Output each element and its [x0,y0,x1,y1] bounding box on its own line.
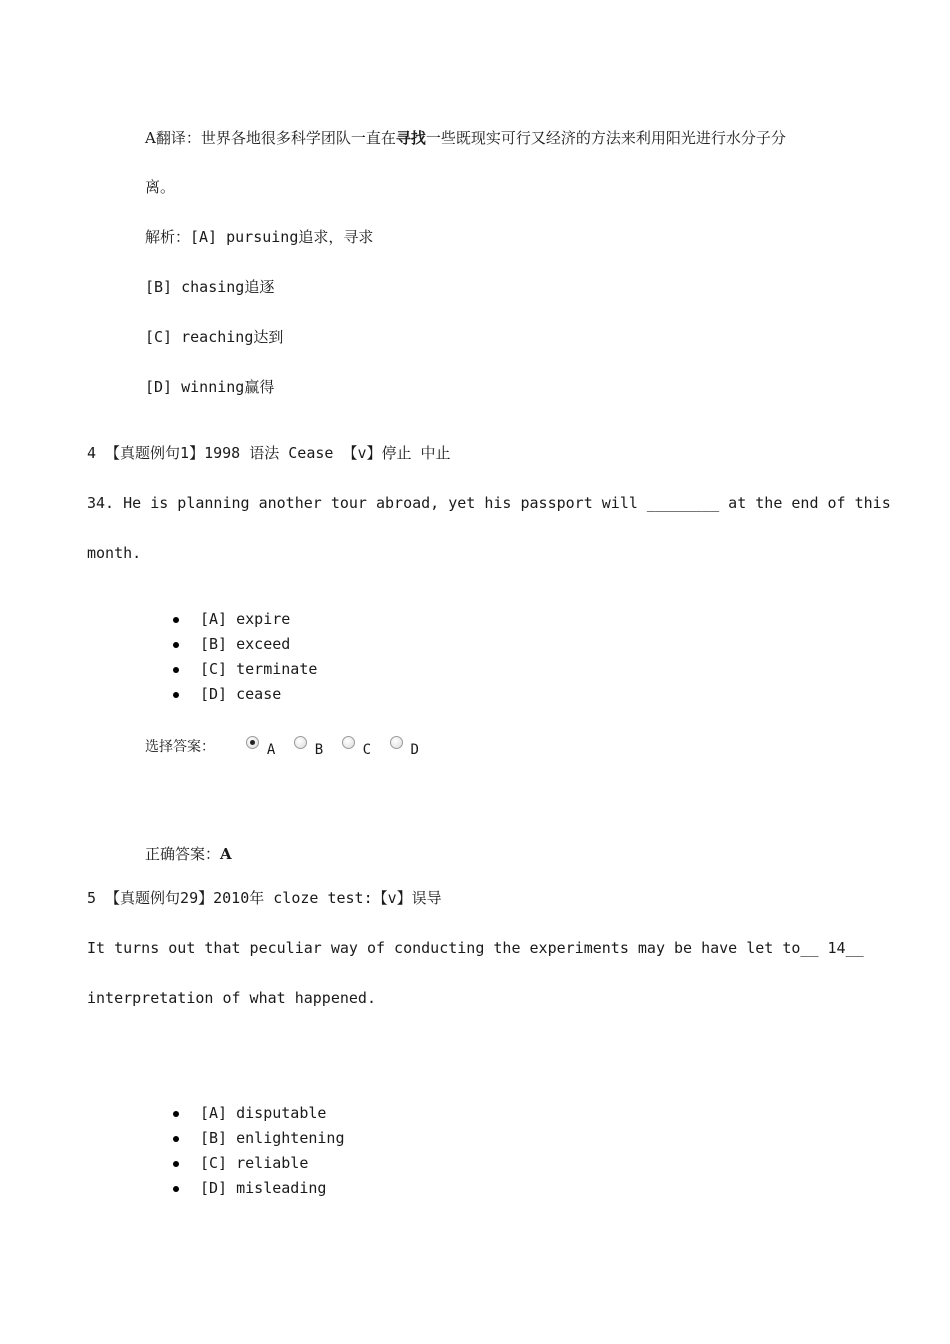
question-4-sentence: 34. He is planning another tour abroad, yet his passport will ________ at the end of this [87,494,891,512]
question-4-options [200,609,317,709]
analysis-line-c: [C] reaching达到 [145,328,284,346]
option-text: [B] exceed [200,635,291,653]
radio-label-a: A [266,742,276,758]
bullet-icon [173,617,179,623]
translation-line [145,128,786,148]
question-5-sentence: It turns out that peculiar way of conducting the experiments may be have let to__ 14__ [87,939,864,957]
option-text: [D] cease [200,685,282,703]
list-item [200,1128,345,1153]
question-5-options [200,1103,345,1203]
correct-answer-value: A [220,845,232,863]
radio-option-b[interactable] [294,736,307,749]
bullet-icon [173,1161,179,1167]
list-item [200,634,317,659]
question-4-header: 4 【真题例句1】1998 语法 Cease 【v】停止 中止 [87,444,451,462]
correct-answer [145,844,232,864]
option-text: [C] reliable [200,1154,309,1172]
radio-option-a[interactable] [246,736,259,749]
question-5-sentence-cont: interpretation of what happened. [87,989,376,1007]
option-text: [B] enlightening [200,1129,345,1147]
analysis-line-a: 解析：[A] pursuing追求，寻求 [145,228,374,246]
radio-label-c: C [362,742,372,758]
correct-answer-label: 正确答案： [145,845,221,863]
select-answer-label: 选择答案： [145,739,215,755]
option-text: [C] terminate [200,660,318,678]
translation-continuation: 离。 [145,178,176,196]
translation-pre: A翻译：世界各地很多科学团队一直在 [145,129,396,147]
translation-bold: 寻找 [395,129,426,147]
list-item [200,609,317,634]
radio-label-d: D [410,742,419,758]
bullet-icon [173,1186,179,1192]
analysis-line-b: [B] chasing追逐 [145,278,275,296]
radio-option-c[interactable] [342,736,355,749]
bullet-icon [173,692,179,698]
list-item [200,1103,345,1128]
translation-post: 一些既现实可行又经济的方法来利用阳光进行水分子分 [425,129,786,147]
answer-selector [145,736,429,758]
option-text: [A] expire [200,610,291,628]
radio-label-b: B [314,742,324,758]
option-text: [A] disputable [200,1104,327,1122]
analysis-line-d: [D] winning赢得 [145,378,275,396]
list-item [200,659,317,684]
bullet-icon [173,1111,179,1117]
list-item [200,684,317,709]
question-4-sentence-cont: month. [87,544,142,562]
list-item [200,1153,345,1178]
option-text: [D] misleading [200,1179,327,1197]
bullet-icon [173,642,179,648]
bullet-icon [173,1136,179,1142]
radio-option-d[interactable] [390,736,403,749]
list-item [200,1178,345,1203]
question-5-header: 5 【真题例句29】2010年 cloze test:【v】误导 [87,889,442,907]
bullet-icon [173,667,179,673]
